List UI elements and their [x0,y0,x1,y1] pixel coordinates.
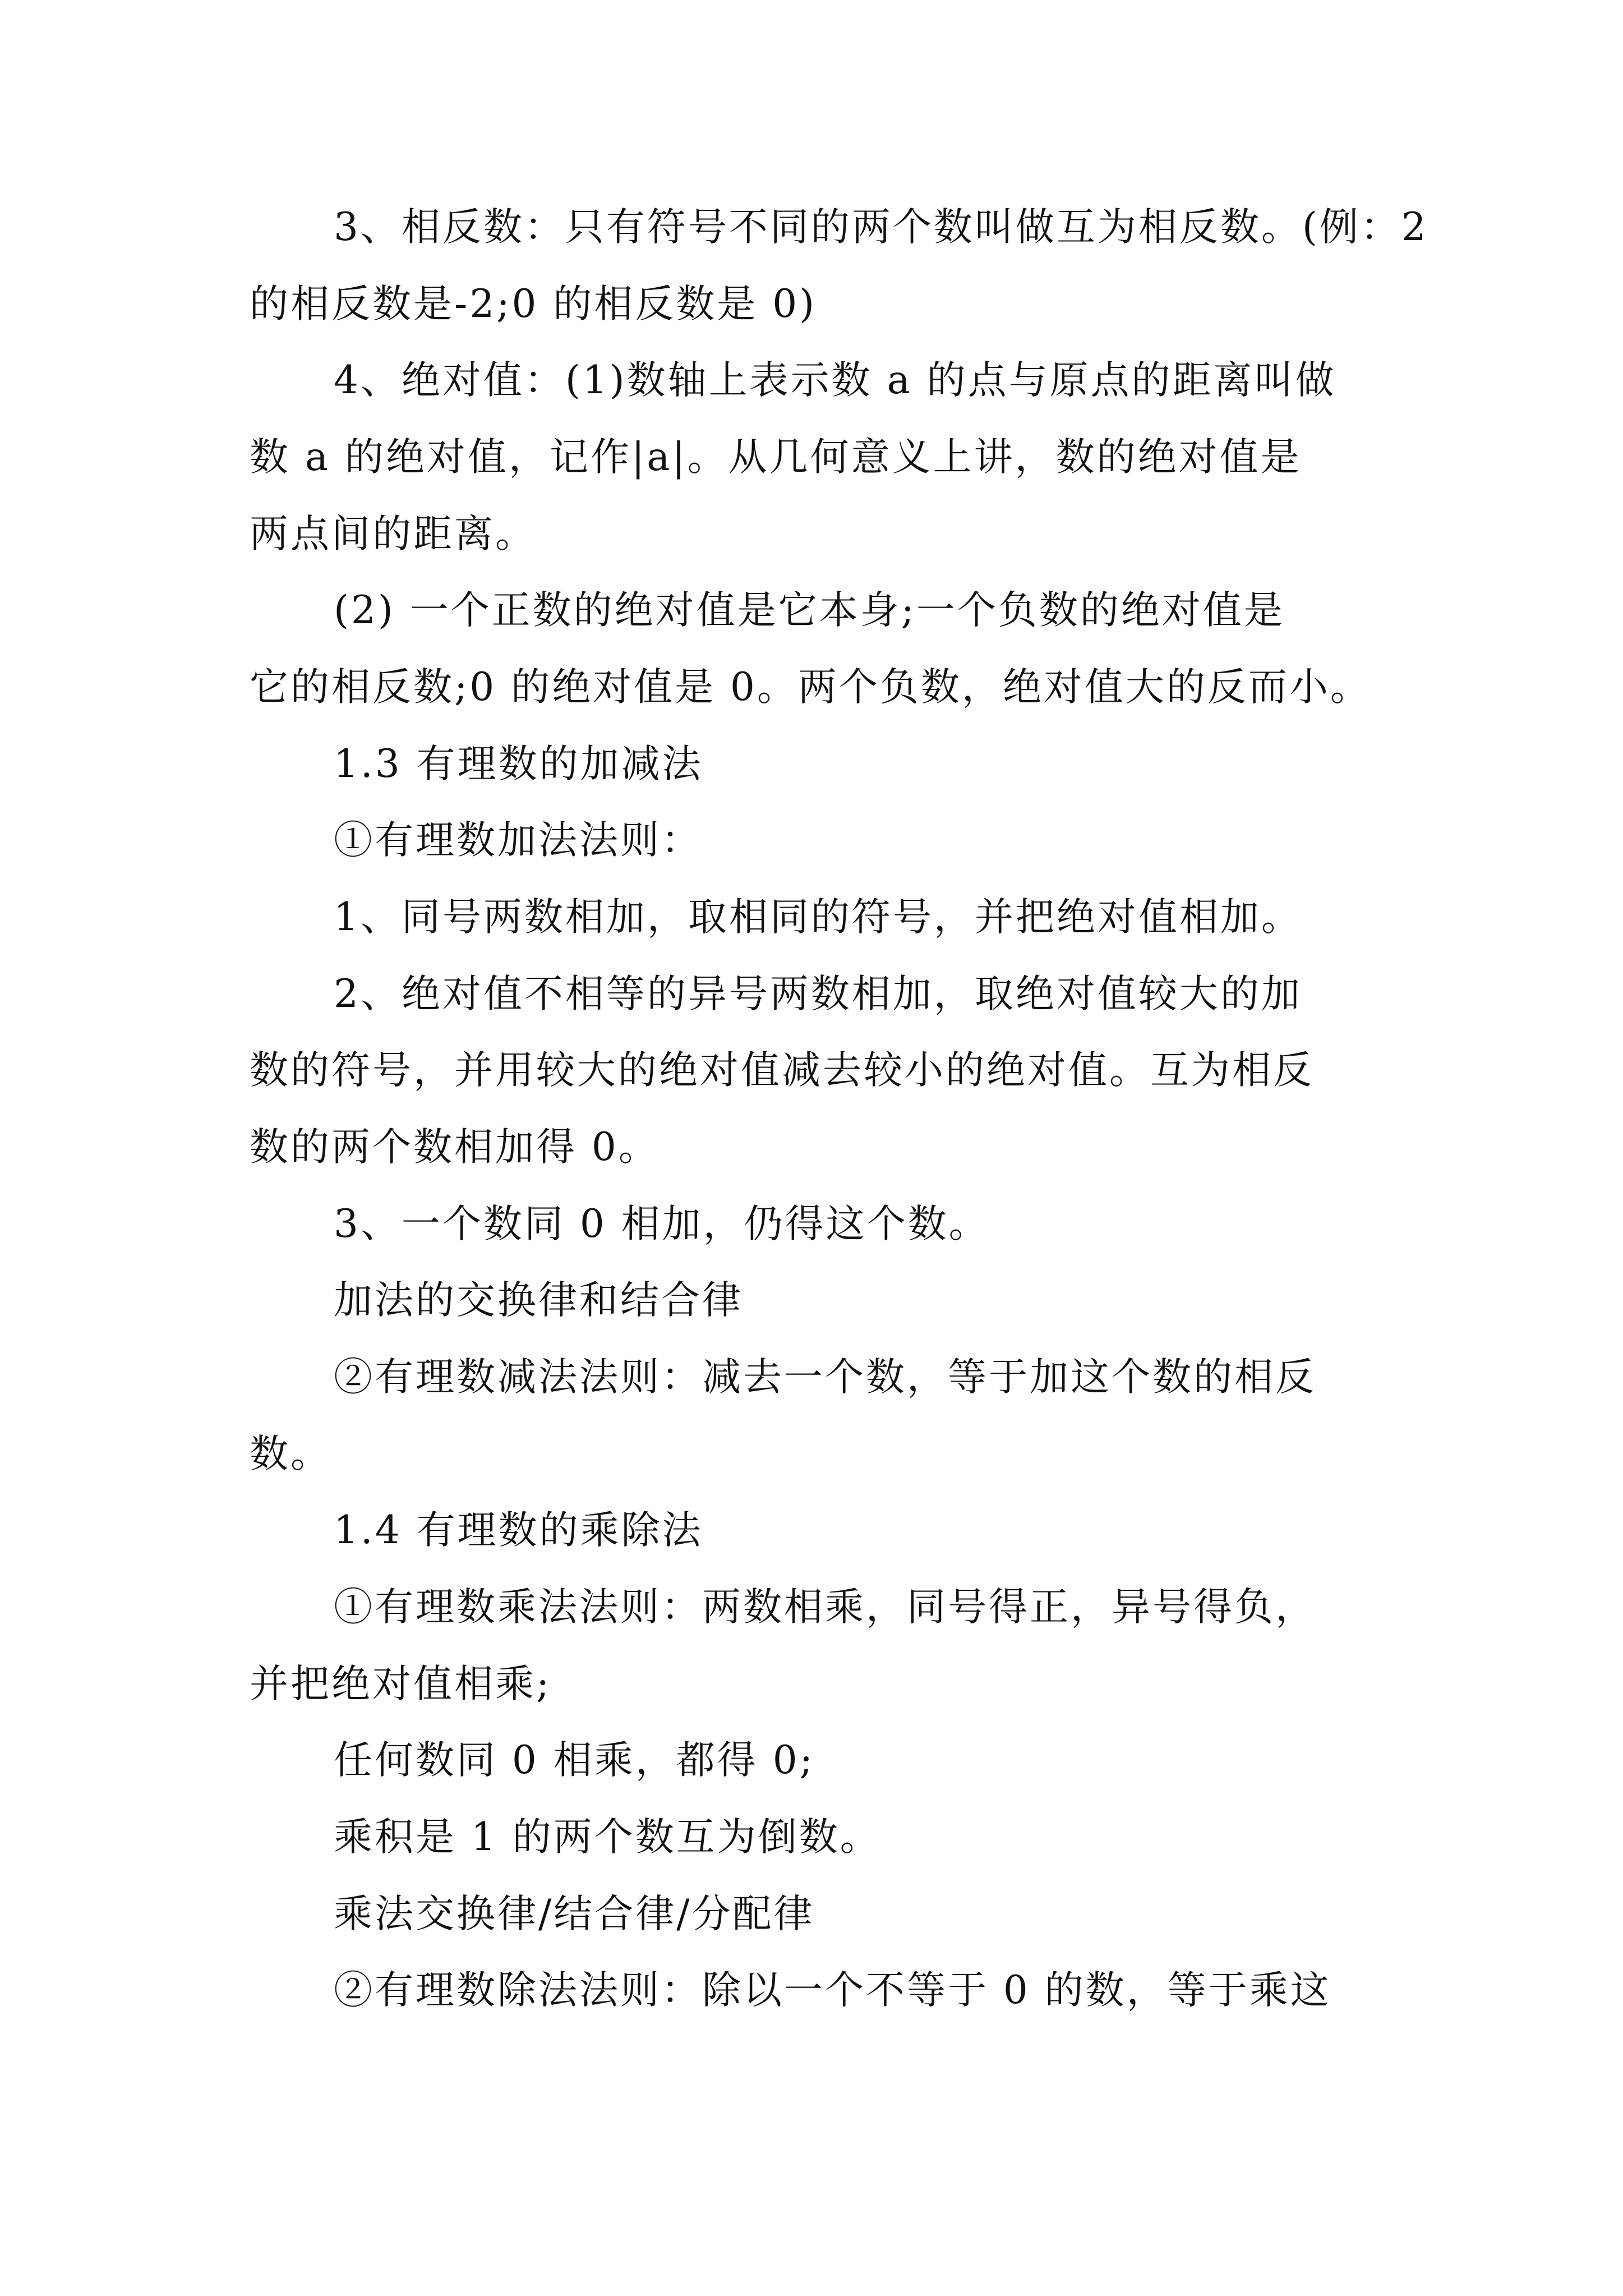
text-line: 乘法交换律/结合律/分配律 [334,1892,815,1936]
text-line: ①有理数乘法法则：两数相乘，同号得正，异号得负， [334,1585,1316,1630]
text-line: 3、一个数同 0 相加，仍得这个数。 [334,1202,990,1246]
text-line: ①有理数加法法则： [334,818,702,863]
section-heading: 1.4 有理数的乘除法 [334,1508,703,1553]
text-line: 乘积是 1 的两个数互为倒数。 [334,1815,881,1860]
section-heading: 1.3 有理数的加减法 [334,742,703,786]
text-line: 它的相反数;0 的绝对值是 0。两个负数，绝对值大的反而小。 [250,665,1371,710]
text-line: 数。 [250,1432,331,1476]
text-line: ②有理数除法法则：除以一个不等于 0 的数，等于乘这 [334,1968,1331,2013]
text-line: 并把绝对值相乘; [250,1662,552,1706]
text-line: 任何数同 0 相乘，都得 0; [334,1738,815,1783]
text-line: 数 a 的绝对值，记作|a|。从几何意义上讲，数的绝对值是 [250,435,1302,480]
text-line: 两点间的距离。 [250,512,536,556]
text-line: (2) 一个正数的绝对值是它本身;一个负数的绝对值是 [334,588,1285,633]
text-line: 数的符号，并用较大的绝对值减去较小的绝对值。互为相反 [250,1048,1314,1093]
text-line: 1、同号两数相加，取相同的符号，并把绝对值相加。 [334,895,1302,940]
text-line: 数的两个数相加得 0。 [250,1125,660,1170]
text-line: 2、绝对值不相等的异号两数相加，取绝对值较大的加 [334,972,1302,1016]
text-line: 的相反数是-2;0 的相反数是 0) [250,282,817,326]
text-line: 加法的交换律和结合律 [334,1278,743,1323]
text-line: 3、相反数：只有符号不同的两个数叫做互为相反数。(例：2 [334,205,1428,250]
text-line: 4、绝对值：(1)数轴上表示数 a 的点与原点的距离叫做 [334,358,1336,403]
text-line: ②有理数减法法则：减去一个数，等于加这个数的相反 [334,1355,1316,1400]
